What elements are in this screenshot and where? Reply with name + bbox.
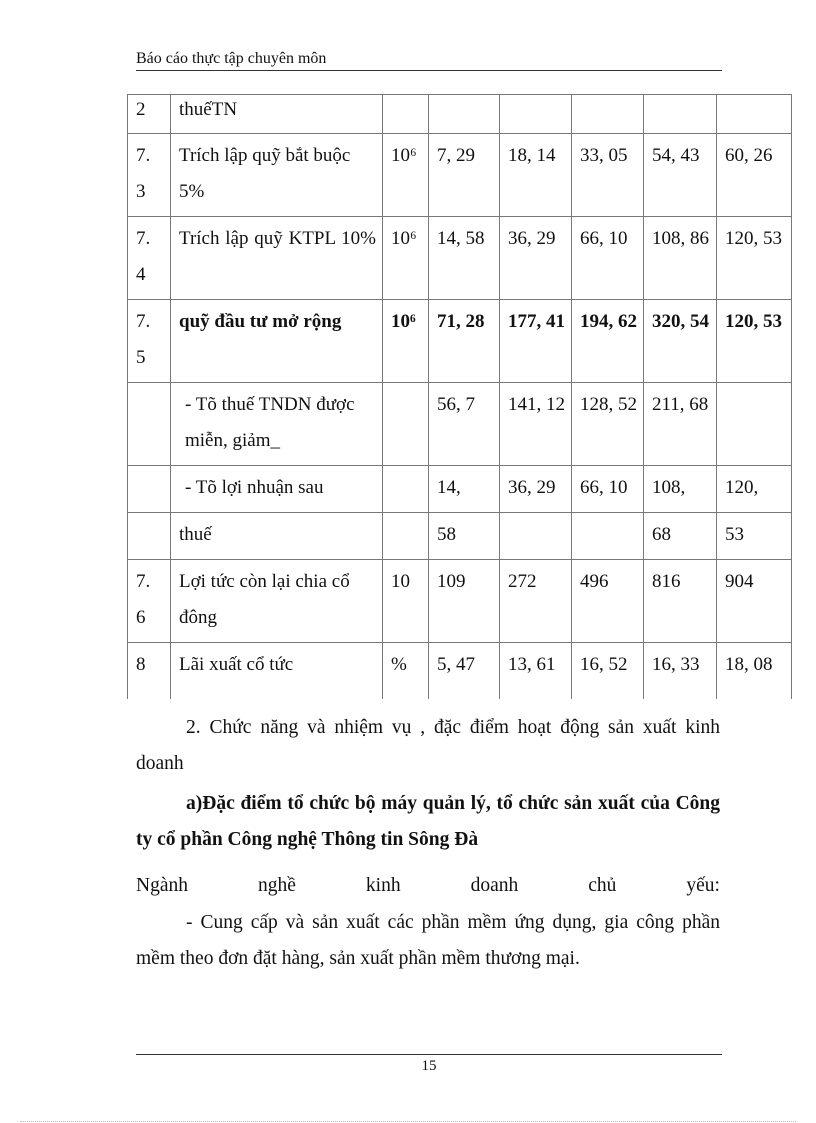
row-v2: 18, 14 — [500, 134, 572, 217]
row-no — [128, 513, 171, 560]
row-unit: 10⁶ — [383, 300, 429, 383]
row-v3: 66, 10 — [572, 217, 644, 300]
footer-rule — [136, 1054, 722, 1055]
table-row — [128, 300, 792, 383]
row-no: 7. 5 — [128, 300, 171, 383]
row-v2: 13, 61 — [500, 643, 572, 700]
word: nghề — [258, 875, 296, 896]
row-v2: 141, 12 — [500, 383, 572, 466]
row-v1: 14, 58 — [429, 217, 500, 300]
row-v4: 108, — [644, 466, 717, 513]
row-unit — [383, 466, 429, 513]
row-v4: 68 — [644, 513, 717, 560]
table-row — [128, 513, 792, 560]
row-item: thuếTN — [171, 95, 383, 134]
business-line-label — [136, 868, 720, 904]
row-v5 — [717, 95, 792, 134]
row-unit: 10 — [383, 560, 429, 643]
page-header: Báo cáo thực tập chuyên môn — [136, 50, 327, 67]
word: kinh — [365, 875, 401, 896]
row-item: Trích lập quỹ bắt buộc 5% — [171, 134, 383, 217]
table-row — [128, 643, 792, 700]
row-v1: 5, 47 — [429, 643, 500, 700]
page-edge-divider — [20, 1121, 796, 1122]
row-v4: 320, 54 — [644, 300, 717, 383]
row-item: Lợi tức còn lại chia cổ đông — [171, 560, 383, 643]
table-row — [128, 217, 792, 300]
row-unit: 10⁶ — [383, 134, 429, 217]
row-unit: 10⁶ — [383, 217, 429, 300]
row-v1: 14, — [429, 466, 500, 513]
row-v4: 16, 33 — [644, 643, 717, 700]
row-v2: 272 — [500, 560, 572, 643]
row-v5: 120, 53 — [717, 300, 792, 383]
row-item: Trích lập quỹ KTPL 10% — [171, 217, 383, 300]
row-v2: 36, 29 — [500, 466, 572, 513]
financial-table — [127, 94, 792, 699]
row-no: 8 — [128, 643, 171, 700]
row-v5: 904 — [717, 560, 792, 643]
row-v5: 120, 53 — [717, 217, 792, 300]
word: Ngành — [136, 875, 188, 896]
row-v1: 56, 7 — [429, 383, 500, 466]
row-v2 — [500, 513, 572, 560]
row-no: 7. 4 — [128, 217, 171, 300]
row-item: - Tõ thuế TNDN được miễn, giảm_ — [171, 383, 383, 466]
table-row — [128, 560, 792, 643]
row-no: 2 — [128, 95, 171, 134]
row-unit: % — [383, 643, 429, 700]
table-row — [128, 134, 792, 217]
row-v2: 36, 29 — [500, 217, 572, 300]
row-no — [128, 466, 171, 513]
row-v3: 33, 05 — [572, 134, 644, 217]
table-row — [128, 466, 792, 513]
row-v1: 58 — [429, 513, 500, 560]
row-item: quỹ đầu tư mở rộng — [171, 300, 383, 383]
table-row — [128, 95, 792, 134]
word: chủ — [588, 875, 617, 896]
row-v3 — [572, 513, 644, 560]
row-v1 — [429, 95, 500, 134]
header-rule — [136, 70, 722, 71]
row-v3: 128, 52 — [572, 383, 644, 466]
row-no: 7. 3 — [128, 134, 171, 217]
row-item: Lãi xuất cổ tức — [171, 643, 383, 700]
row-no: 7. 6 — [128, 560, 171, 643]
row-v5: 53 — [717, 513, 792, 560]
row-item: - Tõ lợi nhuận sau — [171, 466, 383, 513]
row-v4 — [644, 95, 717, 134]
word: doanh — [470, 875, 519, 896]
row-unit — [383, 95, 429, 134]
business-line-item: - Cung cấp và sản xuất các phần mềm ứng dụng, gia công phần mềm theo đơn đặt hàng, sản xuất phần mềm thương mại. — [136, 912, 720, 969]
row-v4: 54, 43 — [644, 134, 717, 217]
section-heading: 2. Chức năng và nhiệm vụ , đặc điểm hoạt động sản xuất kinh doanh — [136, 717, 720, 774]
table-row — [128, 383, 792, 466]
page-number: 15 — [421, 1058, 437, 1074]
row-v2: 177, 41 — [500, 300, 572, 383]
row-v1: 7, 29 — [429, 134, 500, 217]
row-v4: 211, 68 — [644, 383, 717, 466]
row-no — [128, 383, 171, 466]
row-v2 — [500, 95, 572, 134]
row-v5: 120, — [717, 466, 792, 513]
row-v3: 16, 52 — [572, 643, 644, 700]
row-v1: 109 — [429, 560, 500, 643]
row-v3 — [572, 95, 644, 134]
row-v3: 496 — [572, 560, 644, 643]
row-v4: 816 — [644, 560, 717, 643]
row-v3: 66, 10 — [572, 466, 644, 513]
row-unit — [383, 383, 429, 466]
word: yếu: — [686, 875, 720, 896]
row-v5: 18, 08 — [717, 643, 792, 700]
row-v5 — [717, 383, 792, 466]
row-v1: 71, 28 — [429, 300, 500, 383]
row-item: thuế — [171, 513, 383, 560]
row-v5: 60, 26 — [717, 134, 792, 217]
row-v4: 108, 86 — [644, 217, 717, 300]
subsection-heading: a)Đặc điểm tổ chức bộ máy quản lý, tổ chức sản xuất của Công ty cổ phần Công nghệ Thông tin Sông Đà — [136, 793, 720, 850]
row-unit — [383, 513, 429, 560]
row-v3: 194, 62 — [572, 300, 644, 383]
